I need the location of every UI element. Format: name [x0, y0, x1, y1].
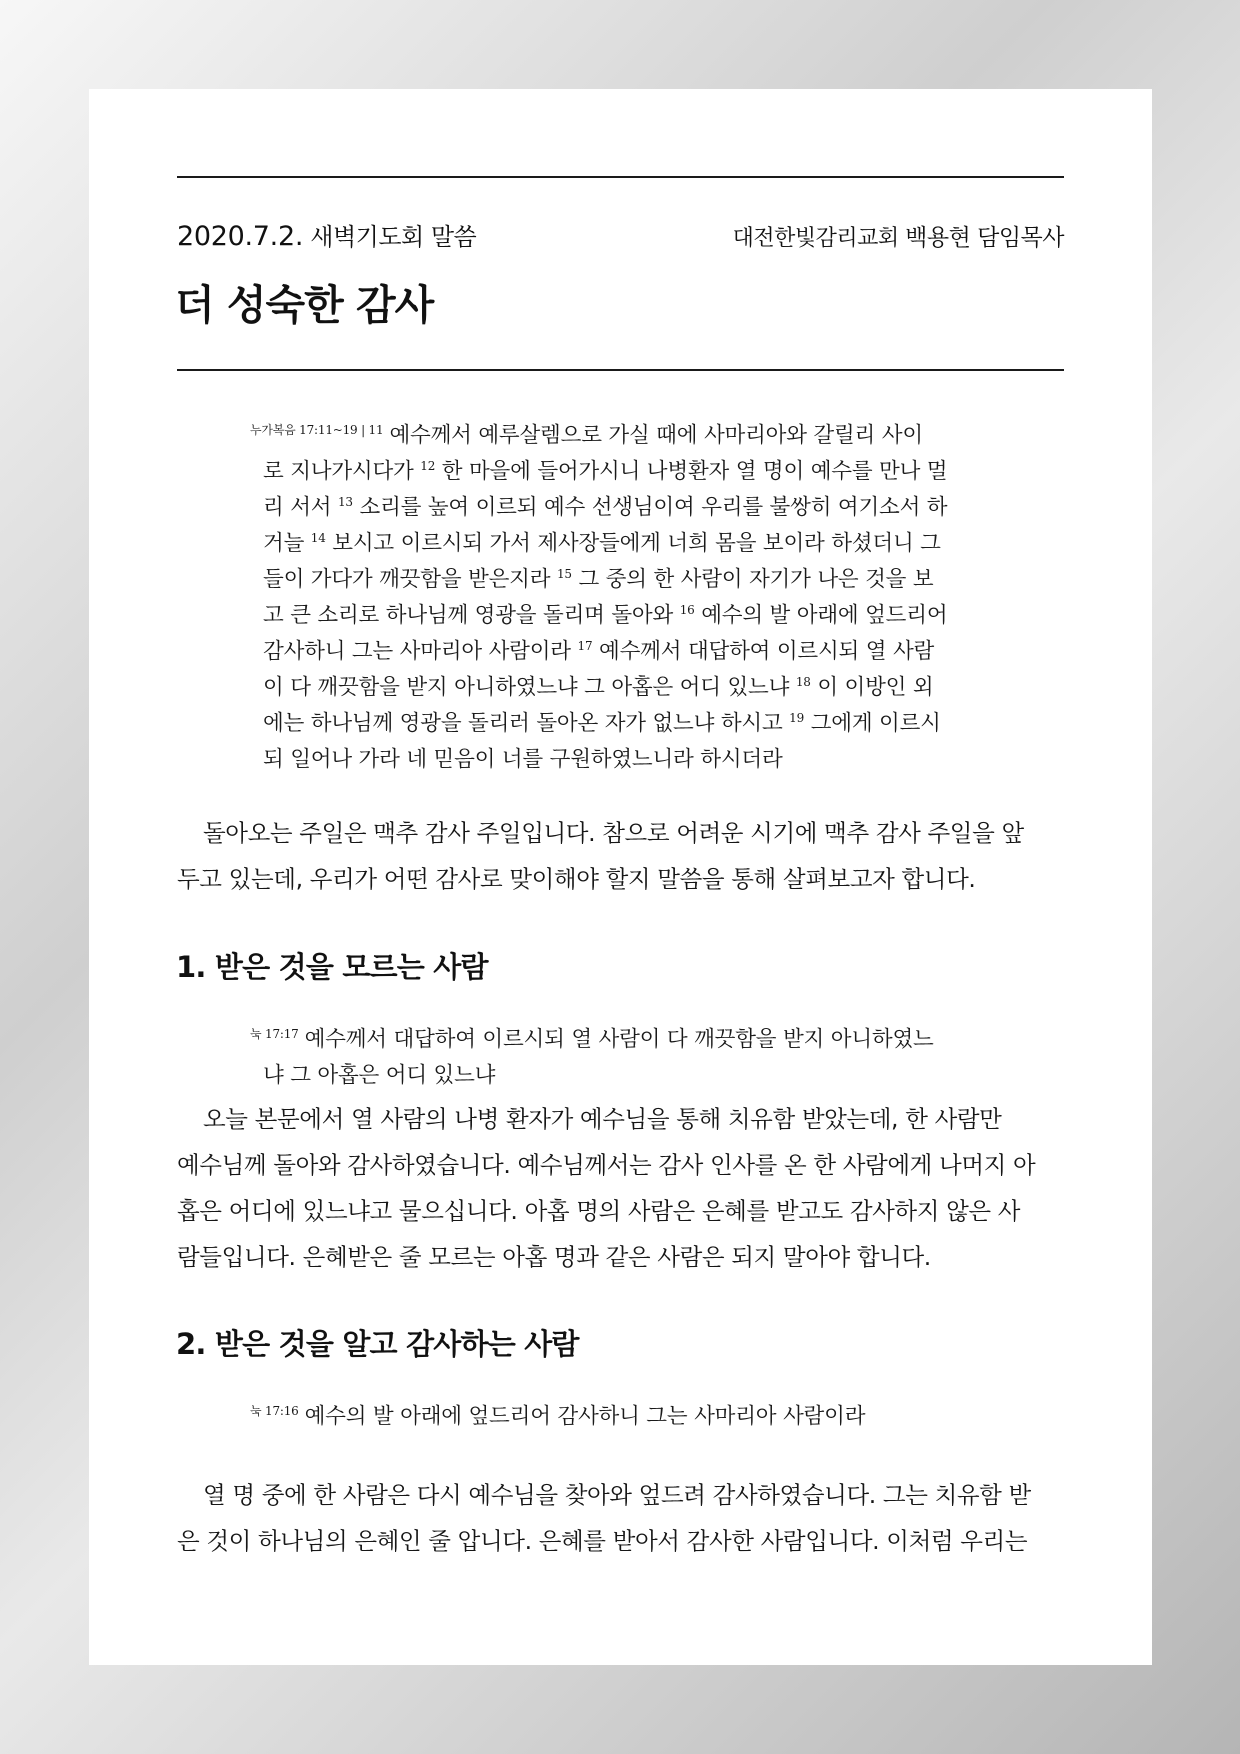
paragraph-line: 예수님께 돌아와 감사하였습니다. 예수님께서는 감사 인사를 온 한 사람에게 나머지 아 [177, 1151, 1036, 1179]
church-name: 대전한빛감리교회 [732, 226, 899, 251]
scripture-line: 냐 그 아홉은 어디 있느냐 [263, 1063, 496, 1088]
scripture-line: 리 서서 $^{13}$ 소리를 높여 이르되 예수 선생님이여 우리를 불쌍히 여기소서 하 [263, 495, 948, 520]
scripture-passage [250, 412, 980, 778]
scripture-reference: 누가복음 17:11~19 | 11 [250, 423, 384, 437]
verse-number: 15 [556, 567, 572, 581]
section-1-verse [250, 1016, 980, 1094]
paragraph-line: 열 명 중에 한 사람은 다시 예수님을 찾아와 엎드려 감사하였습니다. 그는 치유함 받 [203, 1481, 1031, 1509]
verse-number: 18 [795, 675, 811, 689]
scripture-line: $^{눅 17:17}$ 예수께서 대답하여 이르시되 열 사람이 다 깨끗함을 받지 아니하였느 [250, 1027, 934, 1052]
scripture-line: 거늘 $^{14}$ 보시고 이르시되 가서 제사장들에게 너희 몸을 보이라 하셨더니 그 [263, 531, 941, 556]
scripture-line: 이 다 깨끗함을 받지 아니하였느냐 그 아홉은 어디 있느냐 $^{18}$ 이 이방인 외 [263, 675, 934, 700]
scripture-line: 로 지나가시다가 $^{12}$ 한 마을에 들어가시니 나병환자 열 명이 예수를 만나 멀 [263, 459, 948, 484]
scripture-line: 들이 가다가 깨끗함을 받은지라 $^{15}$ 그 중의 한 사람이 자기가 나은 것을 보 [263, 567, 934, 592]
service-name: 새벽기도회 말씀 [310, 223, 477, 251]
sermon-date: 2020.7.2. [177, 221, 304, 252]
verse-number: 17 [577, 639, 593, 653]
title-rule [177, 369, 1064, 371]
paragraph-line: 람들입니다. 은혜받은 줄 모르는 아홉 명과 같은 사람은 되지 말아야 합니다. [177, 1243, 931, 1271]
sermon-date-line [177, 217, 476, 252]
scripture-line: 고 큰 소리로 하나님께 영광을 돌리며 돌아와 $^{16}$ 예수의 발 아래에 엎드리어 [263, 603, 948, 628]
paragraph-line: 돌아오는 주일은 맥추 감사 주일입니다. 참으로 어려운 시기에 맥추 감사 주일을 앞 [203, 819, 1024, 847]
paragraph-line: 오늘 본문에서 열 사람의 나병 환자가 예수님을 통해 치유함 받았는데, 한 사람만 [203, 1105, 1002, 1133]
verse-number: 12 [420, 459, 436, 473]
church-info [733, 219, 1064, 252]
verse-number: 13 [337, 495, 353, 509]
paragraph-line: 두고 있는데, 우리가 어떤 감사로 맞이해야 할지 말씀을 통해 살펴보고자 합니다. [177, 865, 976, 893]
section-2-verse [250, 1393, 980, 1435]
verse-number: 19 [789, 711, 805, 725]
scripture-line: 에는 하나님께 영광을 돌리러 돌아온 자가 없느냐 하시고 $^{19}$ 그에게 이르시 [263, 711, 941, 736]
pastor-name: 백용현 담임목사 [905, 225, 1064, 251]
section-2-heading: 2. 받은 것을 알고 감사하는 사람 [176, 1327, 579, 1361]
section-1-paragraph [177, 1096, 1064, 1280]
scripture-line: $^{눅 17:16}$ 예수의 발 아래에 엎드리어 감사하니 그는 사마리아 사람이라 [250, 1404, 866, 1429]
verse-number: 14 [310, 531, 326, 545]
sermon-title: 더 성숙한 감사 [175, 281, 434, 329]
document-page [89, 89, 1152, 1665]
paragraph-line: 은 것이 하나님의 은혜인 줄 압니다. 은혜를 받아서 감사한 사람입니다. 이처럼 우리는 [177, 1527, 1028, 1555]
scripture-line: 감사하니 그는 사마리아 사람이라 $^{17}$ 예수께서 대답하여 이르시되 열 사람 [263, 639, 935, 664]
top-rule [177, 176, 1064, 178]
section-2-paragraph [177, 1472, 1064, 1564]
scripture-reference: 눅 17:17 [250, 1027, 299, 1041]
paragraph-line: 홉은 어디에 있느냐고 물으십니다. 아홉 명의 사람은 은혜를 받고도 감사하지 않은 사 [177, 1197, 1021, 1225]
scripture-line: 되 일어나 가라 네 믿음이 너를 구원하였느니라 하시더라 [263, 747, 783, 772]
intro-paragraph [177, 810, 1064, 902]
section-1-heading: 1. 받은 것을 모르는 사람 [176, 950, 488, 984]
scripture-reference: 눅 17:16 [250, 1404, 299, 1418]
scripture-line: $^{누가복음 17:11\sim 19 | 11}$ 예수께서 예루살렘으로 가실 때에 사마리아와 갈릴리 사이 [250, 423, 923, 448]
verse-number: 16 [679, 603, 695, 617]
